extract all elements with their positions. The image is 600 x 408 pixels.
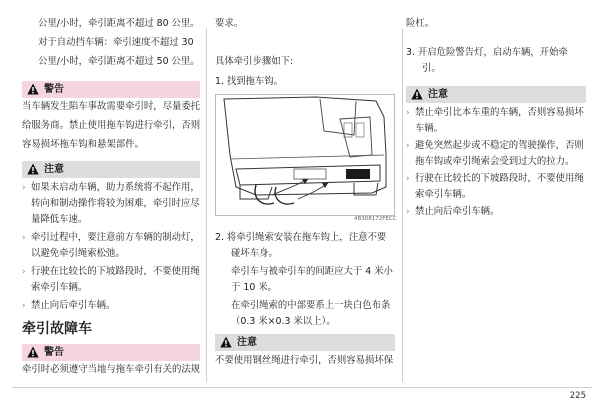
list-item-line: 避免突然起步或不稳定的驾驶操作，否则 xyxy=(415,140,584,151)
list-item-line: 量降低车速。 xyxy=(31,214,88,225)
tow-hook-figure xyxy=(215,94,395,216)
warning-line: 当车辆发生陷车事故需要牵引时，尽量委托 xyxy=(22,101,201,112)
vehicle-rear-illustration xyxy=(216,95,394,215)
step-line: 1. 找到拖车钩。 xyxy=(215,76,284,87)
list-item-line: 如果未启动车辆，助力系统将不起作用， xyxy=(31,182,200,193)
warning-line: 给服务商。禁止使用拖车钩进行牵引，否则 xyxy=(22,120,201,131)
body-line: 公里/小时，牵引距离不超过 50 公里。 xyxy=(38,56,200,67)
warning-line: 容易损坏拖车钩和悬架部件。 xyxy=(22,139,144,150)
bullet-arrow-icon: › xyxy=(406,108,410,118)
column-divider xyxy=(206,28,207,382)
column-right xyxy=(406,0,586,390)
warning-title: 警告 xyxy=(44,347,64,358)
note-header xyxy=(22,161,200,178)
page-number: 225 xyxy=(569,391,586,401)
bullet-arrow-icon: › xyxy=(22,267,26,277)
step-sub-line: 于 10 米。 xyxy=(231,282,278,293)
column-left xyxy=(22,0,202,390)
section-title: 牵引故障车 xyxy=(22,321,92,337)
bullet-arrow-icon: › xyxy=(22,233,26,243)
body-line: 对于自动挡车辆：牵引速度不超过 30 xyxy=(38,37,194,48)
note-title: 注意 xyxy=(44,164,64,175)
footer-divider xyxy=(12,387,592,388)
list-item-line: 以避免牵引绳索松弛。 xyxy=(31,248,125,259)
bullet-arrow-icon: › xyxy=(22,183,26,193)
list-item-line: 索牵引车辆。 xyxy=(31,282,88,293)
warning-line: 牵引时必须遵守当地与拖车牵引有关的法规 xyxy=(22,364,201,375)
warning-triangle-icon xyxy=(27,83,39,95)
bullet-arrow-icon: › xyxy=(406,174,410,184)
column-middle xyxy=(215,0,400,390)
note-title: 注意 xyxy=(237,337,257,348)
step-line: 2. 将牵引绳索安装在拖车钩上，注意不要 xyxy=(215,232,387,243)
step-sub-line: 牵引车与被牵引车的间距应大于 4 米小 xyxy=(231,266,393,277)
warning-triangle-icon xyxy=(27,346,39,358)
step-line: 3. 开启危险警告灯，启动车辆，开始牵 xyxy=(406,47,568,58)
note-header xyxy=(215,334,395,351)
note-line: 不要使用钢丝绳进行牵引，否则容易损坏保 xyxy=(215,355,394,366)
step-line: 碰坏车身。 xyxy=(231,248,278,259)
note-header xyxy=(406,86,586,103)
body-line: 要求。 xyxy=(215,18,244,29)
list-item-line: 禁止向后牵引车辆。 xyxy=(31,300,116,311)
list-item-line: 牵引过程中，要注意前方车辆的制动灯， xyxy=(31,232,200,243)
warning-header xyxy=(22,344,200,361)
note-title: 注意 xyxy=(428,89,448,100)
step-sub-line: （0.3 米×0.3 米以上）。 xyxy=(231,316,336,327)
bullet-arrow-icon: › xyxy=(22,301,26,311)
caution-triangle-icon xyxy=(27,163,39,175)
list-item-line: 禁止牵引比本车重的车辆，否则容易损坏 xyxy=(415,107,584,118)
step-sub-line: 在牵引绳索的中部要系上一块白色布条 xyxy=(231,300,391,311)
caution-triangle-icon xyxy=(220,336,232,348)
list-item-line: 禁止向后牵引车辆。 xyxy=(415,206,500,217)
figure-code: 4B308172FECC xyxy=(354,216,397,222)
column-divider xyxy=(402,28,403,382)
list-item-line: 索牵引车辆。 xyxy=(415,189,472,200)
bullet-arrow-icon: › xyxy=(406,207,410,217)
step-line: 引。 xyxy=(422,63,441,74)
list-item-line: 拖车钩或牵引绳索会受到过大的拉力。 xyxy=(415,156,575,167)
list-item-line: 行驶在比较长的下坡路段时，不要使用绳 xyxy=(31,266,200,277)
body-line: 公里/小时，牵引距离不超过 80 公里。 xyxy=(38,18,200,29)
body-line: 具体牵引步骤如下: xyxy=(215,56,294,67)
body-line: 险杠。 xyxy=(406,18,435,29)
caution-triangle-icon xyxy=(411,88,423,100)
warning-title: 警告 xyxy=(44,84,64,95)
list-item-line: 转向和制动操作将较为困难，牵引时应尽 xyxy=(31,198,200,209)
list-item-line: 车辆。 xyxy=(415,123,444,134)
bullet-arrow-icon: › xyxy=(406,141,410,151)
list-item-line: 行驶在比较长的下坡路段时，不要使用绳 xyxy=(415,173,584,184)
warning-header xyxy=(22,81,200,98)
